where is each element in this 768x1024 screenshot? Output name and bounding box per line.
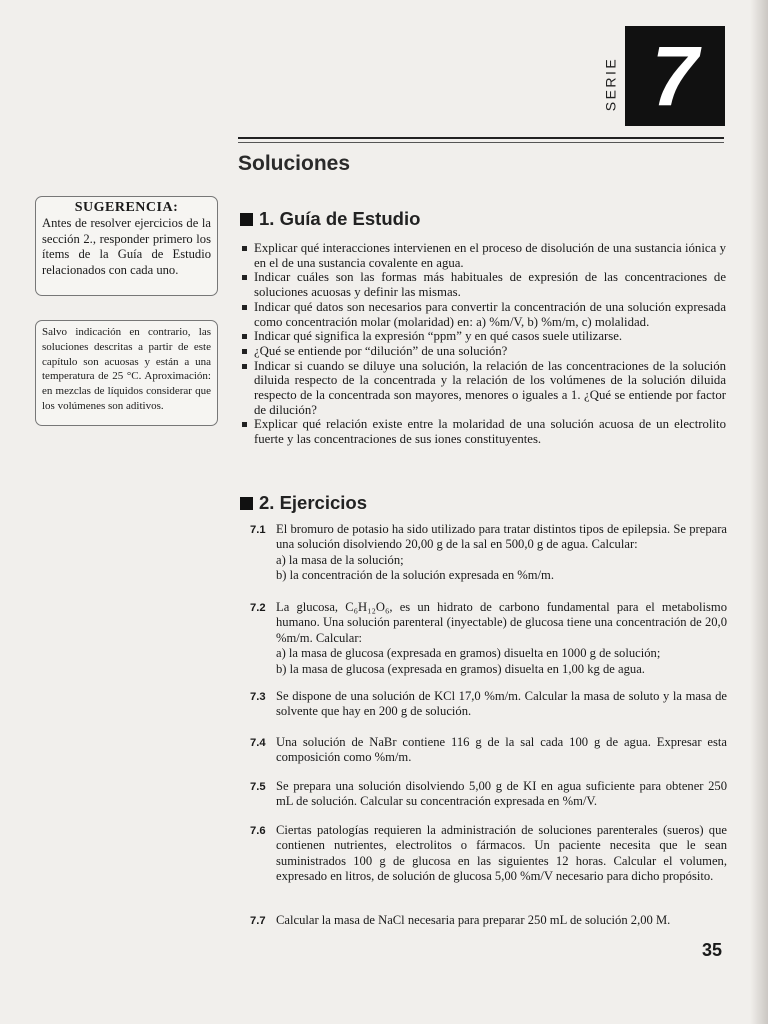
- header-rule: [238, 137, 724, 139]
- exercise-subitem: b) la masa de glucosa (expresada en gramos) disuelta en 1,00 kg de agua.: [276, 661, 645, 676]
- serie-label: SERIE: [602, 56, 619, 112]
- square-bullet-icon: [240, 497, 253, 510]
- section-heading-study-guide: 1. Guía de Estudio: [240, 208, 420, 230]
- exercise-item: [250, 913, 727, 929]
- exercise-number: 7.3: [250, 691, 266, 703]
- exercise-subitem: b) la concentración de la solución expresada en %m/m.: [276, 568, 555, 583]
- exercise-item: [250, 823, 727, 885]
- list-item: ¿Qué se entiende por “dilución” de una solución?: [242, 344, 726, 359]
- list-item: Explicar qué interacciones intervienen en el proceso de disolución de una sustancia iónica y en el de una sustancia covalente en agua.: [242, 241, 726, 270]
- list-item: Indicar qué significa la expresión “ppm” y en qué casos suele utilizarse.: [242, 329, 726, 344]
- exercise-text: Calcular la masa de NaCl necesaria para preparar 250 mL de solución 2,00 M.: [276, 913, 671, 927]
- page-number: 35: [702, 940, 723, 960]
- page-edge-shadow: [750, 0, 768, 1024]
- exercise-item: [250, 522, 727, 584]
- note-box: [35, 320, 218, 426]
- exercise-number: 7.1: [250, 524, 266, 536]
- exercise-number: 7.6: [250, 825, 266, 837]
- exercise-item: [250, 779, 727, 810]
- page-title: Soluciones: [238, 152, 351, 175]
- exercise-text: Se prepara una solución disolviendo 5,00 g de KI en agua suficiente para obtener 250 mL de solución. Calcular su concentración expresada en %m/V.: [276, 779, 727, 809]
- square-bullet-icon: [240, 213, 253, 226]
- list-item: Indicar qué datos son necesarios para convertir la concentración de una solución expresada como concentración molar (molaridad) en: a) %m/V, b) %m/m, c) molalidad.: [242, 300, 726, 329]
- exercise-item: [250, 735, 727, 766]
- exercise-item: [250, 689, 727, 720]
- chapter-number-badge: 7: [625, 26, 725, 126]
- suggestion-text: Antes de resolver ejercicios de la sección 2., responder primero los ítems de la Guía de Estudio relacionados con cada uno.: [42, 216, 211, 277]
- list-item: Indicar cuáles son las formas más habituales de expresión de las concentraciones de soluciones acuosas y definir las mismas.: [242, 270, 726, 299]
- exercise-text: La glucosa, C₆H₁₂O₆, es un hidrato de carbono fundamental para el metabolismo humano. Una solución parenteral (inyectable) de glucosa tiene una concentración de 20,0 %m/m. Calcular:: [276, 600, 727, 645]
- list-item: Explicar qué relación existe entre la molaridad de una solución acuosa de un electrolito fuerte y las concentraciones de sus iones constituyentes.: [242, 417, 726, 446]
- section-heading-exercises: 2. Ejercicios: [240, 492, 367, 514]
- exercise-text: Ciertas patologías requieren la administración de soluciones parenterales (sueros) que contienen nutrientes, electrolitos o fármacos. Un paciente necesita que le sean suministrados 100 g de glucosa en las siguientes 12 horas. Calcular el volumen, expresado en litros, de solución de glucosa 5,00 %m/V necesario para dicho propósito.: [276, 823, 727, 884]
- exercise-subitem: a) la masa de glucosa (expresada en gramos) disuelta en 1000 g de solución;: [276, 646, 661, 661]
- study-guide-list: [242, 241, 726, 447]
- suggestion-heading: SUGERENCIA:: [74, 200, 179, 215]
- exercise-text: Una solución de NaBr contiene 116 g de la sal cada 100 g de agua. Expresar esta composición como %m/m.: [276, 735, 727, 765]
- exercise-number: 7.4: [250, 737, 266, 749]
- list-item: Indicar si cuando se diluye una solución, la relación de las concentraciones de la solución diluida respecto de la concentrada y la relación de los volúmenes de la solución diluida respecto de la concentrada son mayores, menores o iguales a 1. ¿Qué se entiende por factor de dilución?: [242, 359, 726, 418]
- exercise-text: Se dispone de una solución de KCl 17,0 %m/m. Calcular la masa de soluto y la masa de solvente que hay en 200 g de solución.: [276, 689, 727, 719]
- exercise-text: El bromuro de potasio ha sido utilizado para tratar distintos tipos de epilepsia. Se prepara una solución disolviendo 20,00 g de la sal en 500,0 g de agua. Calcular:: [276, 522, 727, 552]
- header-rule-thin: [238, 142, 724, 143]
- suggestion-box: [35, 196, 218, 296]
- exercise-number: 7.7: [250, 915, 266, 927]
- exercise-number: 7.2: [250, 602, 266, 614]
- note-text: Salvo indicación en contrario, las soluciones descritas a partir de este capítulo son acuosas y están a una temperatura de 25 °C. Aproximación: en mezclas de líquidos considerar que los volúmenes son aditivos.: [42, 326, 211, 412]
- exercise-subitem: a) la masa de la solución;: [276, 552, 404, 567]
- exercise-number: 7.5: [250, 781, 266, 793]
- exercise-item: [250, 600, 727, 677]
